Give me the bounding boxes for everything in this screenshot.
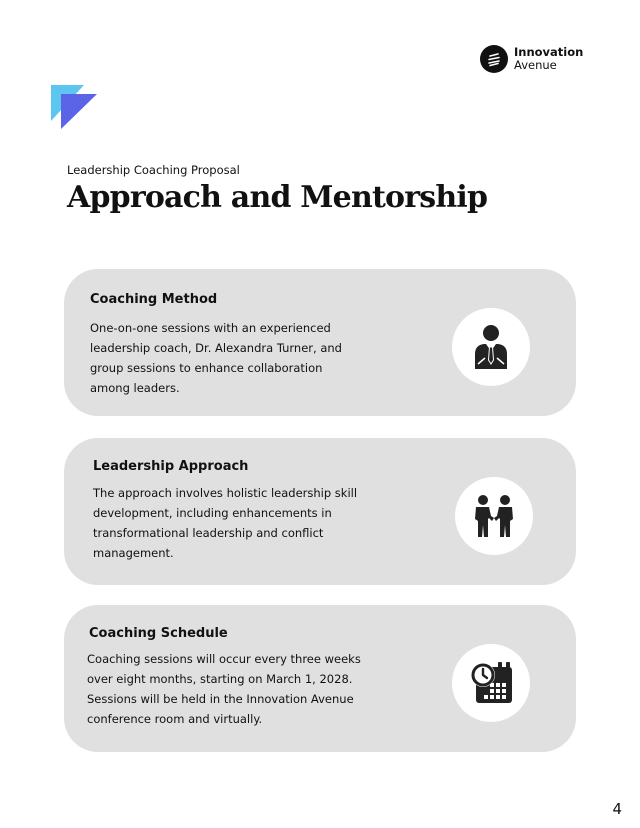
card-heading: Coaching Method — [90, 292, 218, 307]
card-body: The approach involves holistic leadership skill development, including enhancements in transformational leadership and conflict management. — [93, 486, 358, 560]
card-coaching-schedule — [64, 605, 576, 752]
businessman-icon — [452, 308, 530, 386]
card-leadership-approach — [64, 438, 576, 585]
page-number: 4 — [612, 800, 622, 818]
calendar-clock-icon — [452, 644, 530, 722]
brand-logo-icon — [480, 45, 508, 73]
card-heading: Coaching Schedule — [89, 626, 228, 641]
decorative-triangles — [51, 85, 97, 129]
brand-subname: Avenue — [514, 58, 557, 72]
card-body: Coaching sessions will occur every three weeks over eight months, starting on March 1, 2028. Sessions will be held in the Innovation Avenue conference room and virtually. — [87, 652, 361, 726]
card-heading: Leadership Approach — [93, 459, 249, 474]
brand-name: Innovation — [514, 45, 584, 59]
brand — [480, 45, 583, 73]
page-title: Approach and Mentorship — [67, 180, 488, 215]
handshake-icon — [455, 477, 533, 555]
document-subtitle: Leadership Coaching Proposal — [67, 163, 240, 177]
card-coaching-method — [64, 269, 576, 416]
card-body: One-on-one sessions with an experienced leadership coach, Dr. Alexandra Turner, and group sessions to enhance collaboration among leaders. — [90, 321, 342, 395]
